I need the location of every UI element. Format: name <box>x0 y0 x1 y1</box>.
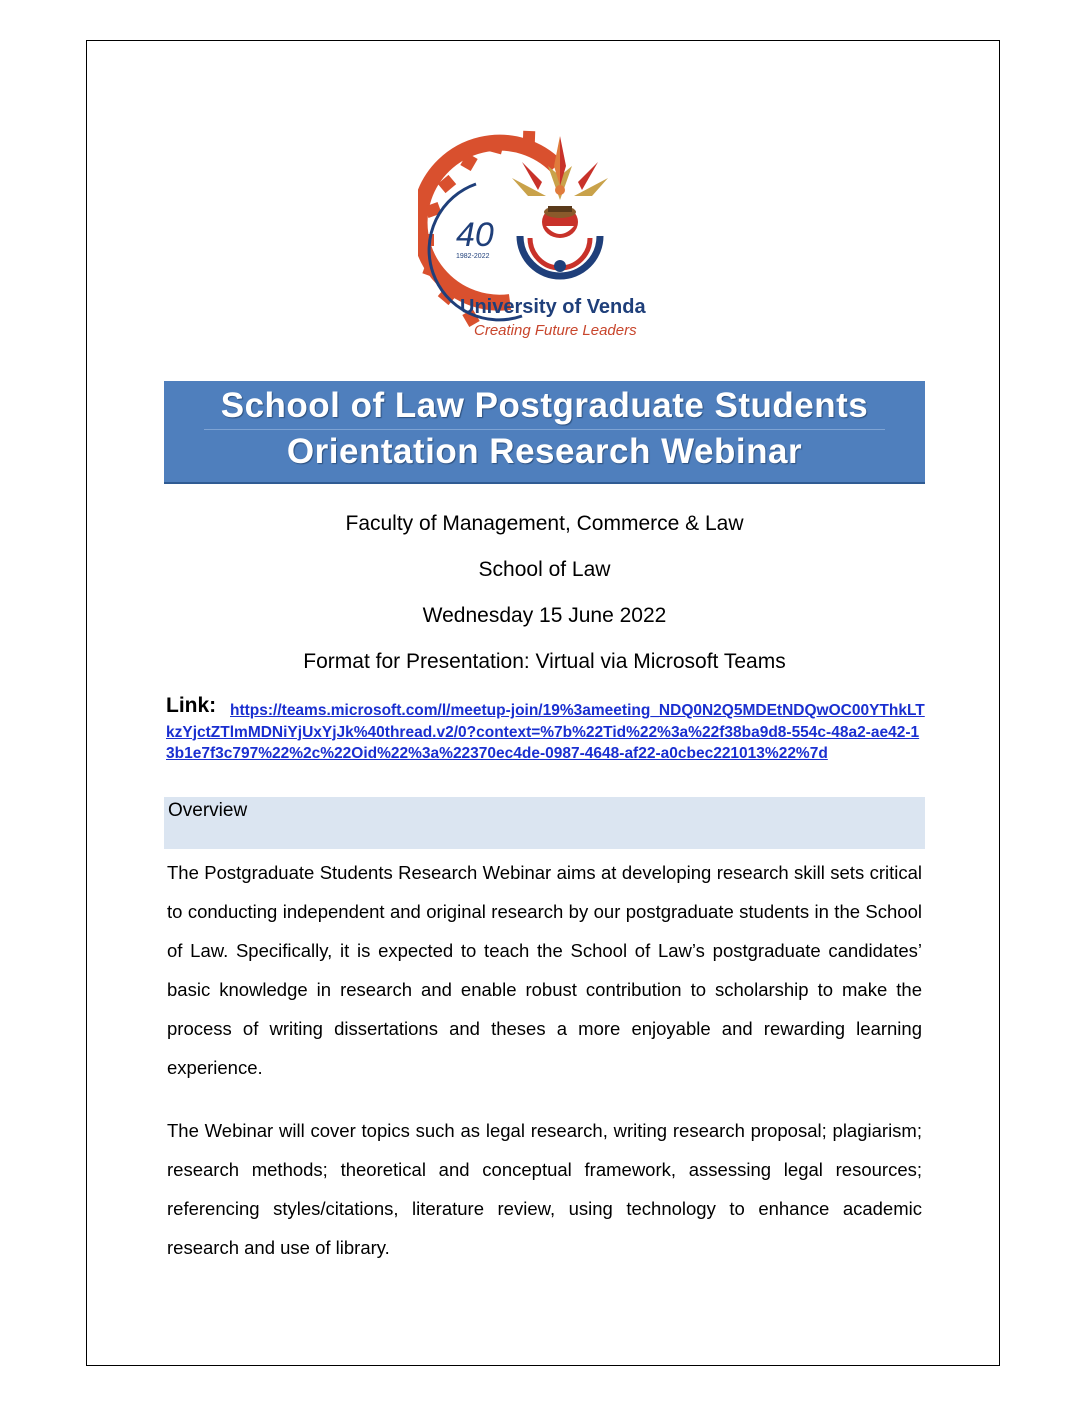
teams-meeting-link[interactable]: https://teams.microsoft.com/l/meetup-join/19%3ameeting_NDQ0N2Q5MDEtNDQwOC00YThkLTkzYjctZTlmMDNiYjUxYjJk%40thread.v2/0?context=%7b%22Tid%22%3a%22f38ba9d8-554c-48a2-ae42-13b1e7f3c797%22%2c%22Oid%22%3a%22370ec4de-0987-4648-af22-a0cbec221013%22%7d <box>166 702 925 762</box>
anniversary-years: 1982-2022 <box>456 253 490 260</box>
link-label: Link: <box>166 694 217 717</box>
presentation-format: Format for Presentation: Virtual via Microsoft Teams <box>303 650 786 673</box>
anniversary-number: 40 <box>456 216 494 254</box>
overview-paragraph-1: The Postgraduate Students Research Webinar aims at developing research skill sets critical to conducting independent and original research by our postgraduate students in the School of Law. Specifically, it is expected to teach the School of Law’s postgraduate candidates’ basic knowledge in research and enable robust contribution to scholarship to make the process of writing dissertations and theses a more enjoyable and rewarding learning experience. <box>167 862 922 1078</box>
overview-heading: Overview <box>168 800 248 821</box>
banner-title-line-2: Orientation Research Webinar <box>286 432 803 471</box>
school-name: School of Law <box>478 558 611 581</box>
faculty-name: Faculty of Management, Commerce & Law <box>345 512 744 535</box>
university-name: University of Venda <box>460 296 646 318</box>
event-date: Wednesday 15 June 2022 <box>422 604 667 627</box>
university-tagline: Creating Future Leaders <box>474 322 637 339</box>
title-banner <box>164 381 925 484</box>
overview-header-bar <box>164 797 925 849</box>
crest-icon <box>512 136 608 276</box>
banner-title-line-1: School of Law Postgraduate Students <box>220 386 869 425</box>
overview-paragraph-2: The Webinar will cover topics such as legal research, writing research proposal; plagiarism; research methods; theoretical and conceptual framework, assessing legal resources; referencing styles/citations, literature review, using technology to enhance academic research and use of library. <box>167 1120 922 1258</box>
banner-divider <box>204 429 885 430</box>
